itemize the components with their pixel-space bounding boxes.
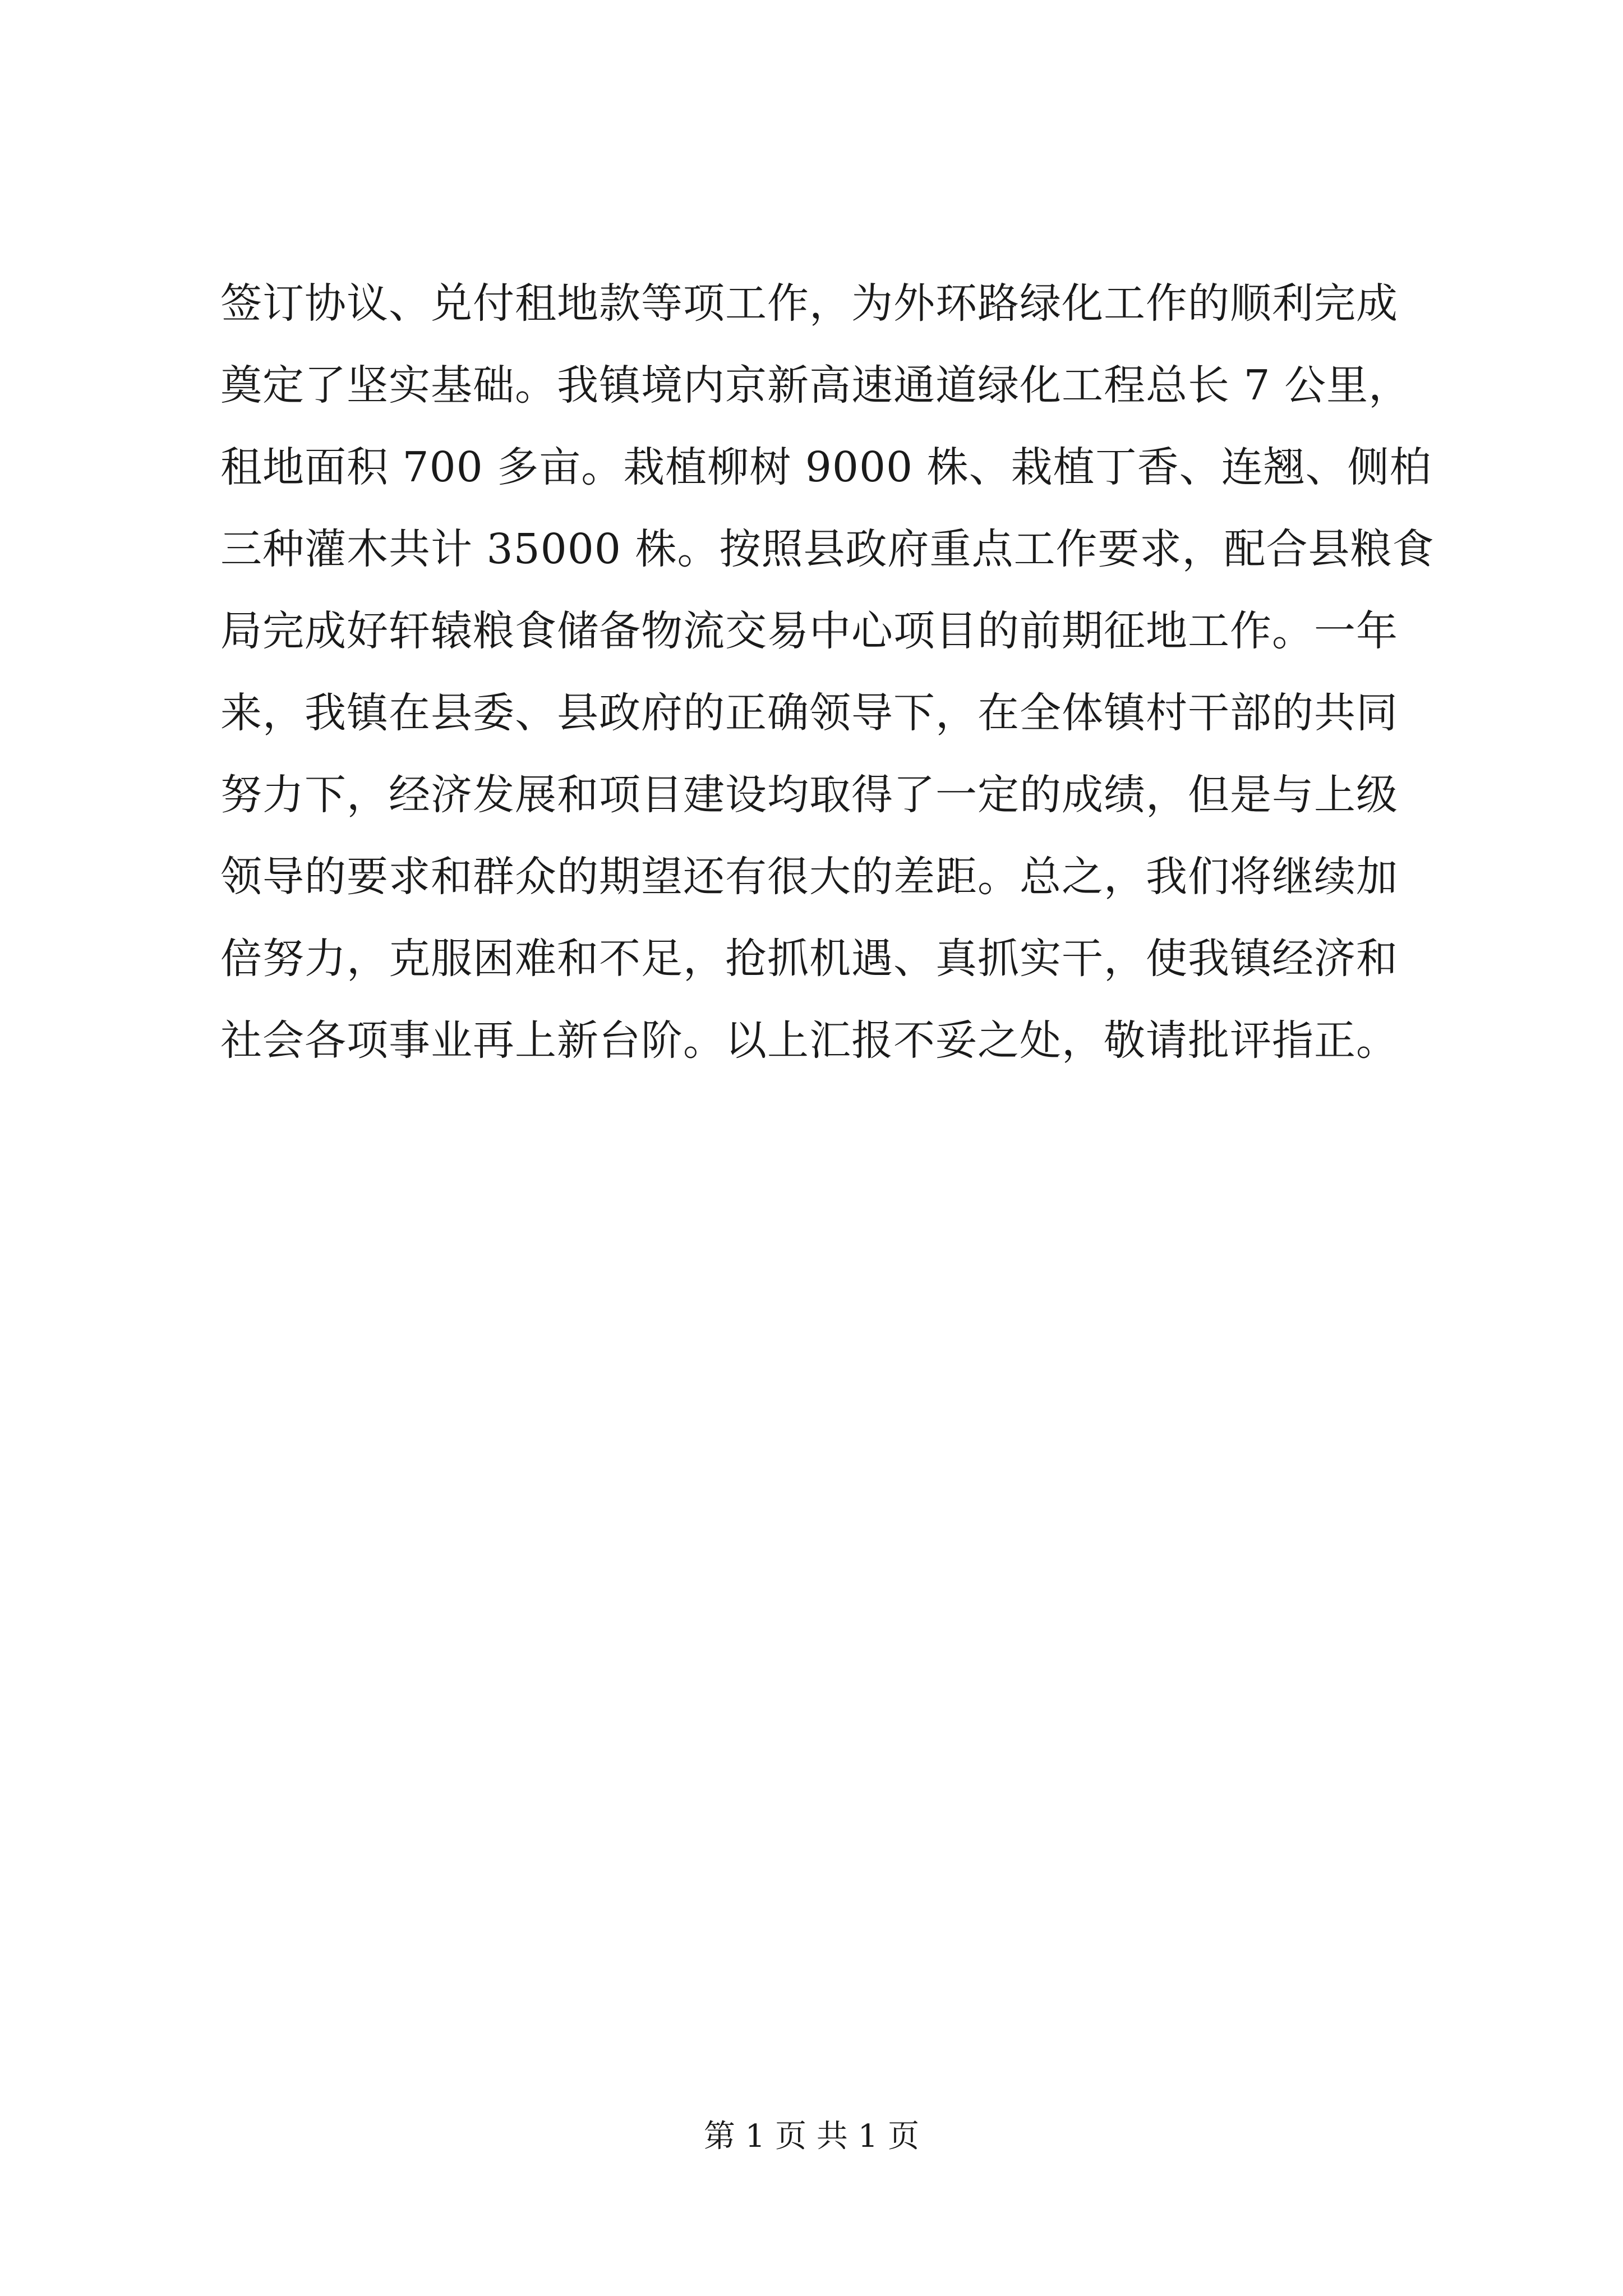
text-line: 局完成好轩辕粮食储备物流交易中心项目的前期征地工作。一年	[220, 607, 1398, 655]
text-line: 奠定了坚实基础。我镇境内京新高速通道绿化工程总长 7 公里，	[220, 361, 1411, 409]
text-line: 努力下，经济发展和项目建设均取得了一定的成绩，但是与上级	[220, 771, 1398, 819]
body-paragraph	[220, 263, 1435, 1082]
text-line: 租地面积 700 多亩。栽植柳树 9000 株、栽植丁香、连翘、侧柏	[220, 443, 1432, 491]
text-line: 社会各项事业再上新台阶。以上汇报不妥之处，敬请批评指正。	[220, 1016, 1398, 1065]
page-number-footer: 第 1 页 共 1 页	[703, 2118, 920, 2155]
text-line: 倍努力，克服困难和不足，抢抓机遇、真抓实干，使我镇经济和	[220, 935, 1398, 983]
text-line: 来，我镇在县委、县政府的正确领导下，在全体镇村干部的共同	[220, 689, 1398, 737]
text-line: 领导的要求和群众的期望还有很大的差距。总之，我们将继续加	[220, 853, 1398, 901]
text-line: 三种灌木共计 35000 株。按照县政府重点工作要求，配合县粮食	[220, 525, 1435, 573]
text-line: 签订协议、兑付租地款等项工作，为外环路绿化工作的顺利完成	[220, 279, 1398, 328]
